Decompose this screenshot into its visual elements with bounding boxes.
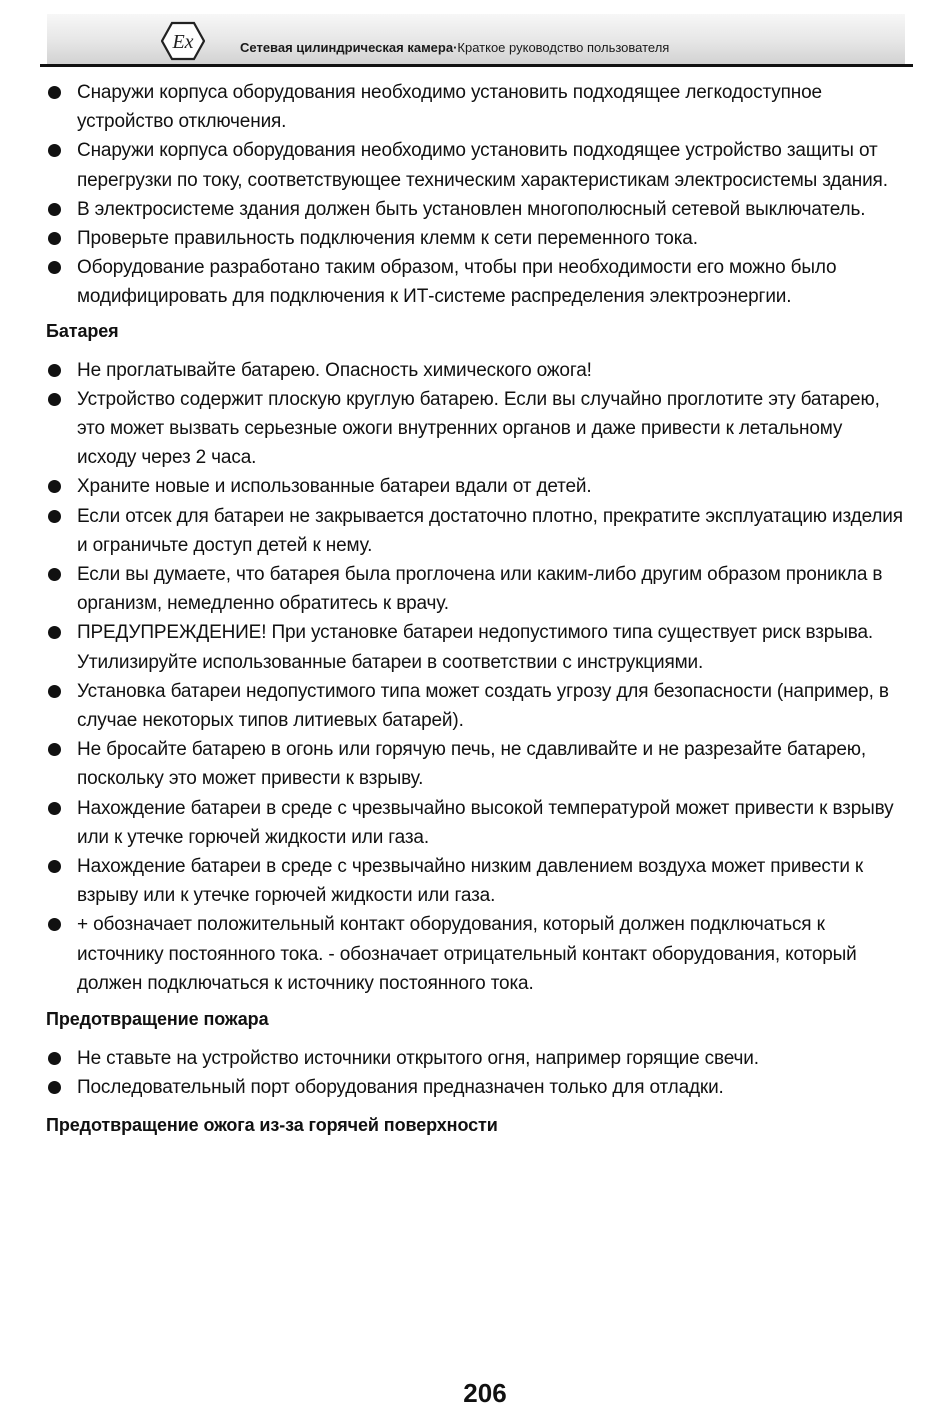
header-rule xyxy=(40,64,913,67)
bullet-icon xyxy=(48,860,61,873)
list-item: Не бросайте батарею в огонь или горячую печь, не сдавливайте и не разрезайте батарею, поскольку это может привести к взрыву. xyxy=(46,735,906,793)
bullet-icon xyxy=(48,393,61,406)
section-heading-hot-surface: Предотвращение ожога из-за горячей поверхности xyxy=(46,1114,498,1135)
bullet-icon xyxy=(48,86,61,99)
bullet-icon xyxy=(48,364,61,377)
section-heading-fire: Предотвращение пожара xyxy=(46,1009,269,1030)
bullet-icon xyxy=(48,232,61,245)
svg-text:Ex: Ex xyxy=(172,31,194,53)
list-item: Последовательный порт оборудования предназначен только для отладки. xyxy=(46,1073,906,1102)
list-item: В электросистеме здания должен быть установлен многополюсный сетевой выключатель. xyxy=(46,195,906,224)
list-item: Установка батареи недопустимого типа может создать угрозу для безопасности (например, в случае некоторых типов литиевых батарей). xyxy=(46,677,906,735)
ex-explosion-proof-icon xyxy=(161,21,205,61)
section-heading-battery: Батарея xyxy=(46,320,119,341)
list-item: Устройство содержит плоскую круглую батарею. Если вы случайно проглотите эту батарею, это может вызвать серьезные ожоги внутренних органов и даже привести к летальному исходу через 2 часа. xyxy=(46,385,906,473)
bullet-icon xyxy=(48,743,61,756)
bullet-icon xyxy=(48,685,61,698)
list-item: Нахождение батареи в среде с чрезвычайно низким давлением воздуха может привести к взрыву или к утечке горючей жидкости или газа. xyxy=(46,852,906,910)
list-item: Проверьте правильность подключения клемм к сети переменного тока. xyxy=(46,224,906,253)
battery-list xyxy=(46,356,906,998)
header-title-product: Сетевая цилиндрическая камера· xyxy=(240,40,458,55)
list-item: Если отсек для батареи не закрывается достаточно плотно, прекратите эксплуатацию изделия и ограничьте доступ детей к нему. xyxy=(46,502,906,560)
intro-list xyxy=(46,78,906,312)
list-item: Оборудование разработано таким образом, чтобы при необходимости его можно было модифицировать для подключения к ИТ-системе распределения электроэнергии. xyxy=(46,253,906,311)
list-item: Храните новые и использованные батареи вдали от детей. xyxy=(46,472,906,501)
bullet-icon xyxy=(48,626,61,639)
list-item: Снаружи корпуса оборудования необходимо установить подходящее легкодоступное устройство отключения. xyxy=(46,78,906,136)
page-content xyxy=(46,78,906,1136)
fire-list xyxy=(46,1044,906,1102)
bullet-icon xyxy=(48,1052,61,1065)
list-item: Не ставьте на устройство источники открытого огня, например горящие свечи. xyxy=(46,1044,906,1073)
bullet-icon xyxy=(48,918,61,931)
list-item: ПРЕДУПРЕЖДЕНИЕ! При установке батареи недопустимого типа существует риск взрыва. Утилизируйте использованные батареи в соответствии с инструкциями. xyxy=(46,618,906,676)
bullet-icon xyxy=(48,203,61,216)
bullet-icon xyxy=(48,261,61,274)
list-item: Нахождение батареи в среде с чрезвычайно высокой температурой может привести к взрыву или к утечке горючей жидкости или газа. xyxy=(46,794,906,852)
bullet-icon xyxy=(48,802,61,815)
bullet-icon xyxy=(48,568,61,581)
list-item: Снаружи корпуса оборудования необходимо установить подходящее устройство защиты от перегрузки по току, соответствующее техническим характеристикам электросистемы здания. xyxy=(46,136,906,194)
bullet-icon xyxy=(48,480,61,493)
bullet-icon xyxy=(48,144,61,157)
header-title-guide: Краткое руководство пользователя xyxy=(457,40,670,55)
page-number: 206 xyxy=(463,1378,507,1408)
list-item: + обозначает положительный контакт оборудования, который должен подключаться к источнику постоянного тока. - обозначает отрицательный контакт оборудования, который должен подключаться к источнику постоянного тока. xyxy=(46,910,906,998)
bullet-icon xyxy=(48,1081,61,1094)
bullet-icon xyxy=(48,510,61,523)
list-item: Не проглатывайте батарею. Опасность химического ожога! xyxy=(46,356,906,385)
list-item: Если вы думаете, что батарея была проглочена или каким-либо другим образом проникла в организм, немедленно обратитесь к врачу. xyxy=(46,560,906,618)
header-title xyxy=(240,40,669,56)
